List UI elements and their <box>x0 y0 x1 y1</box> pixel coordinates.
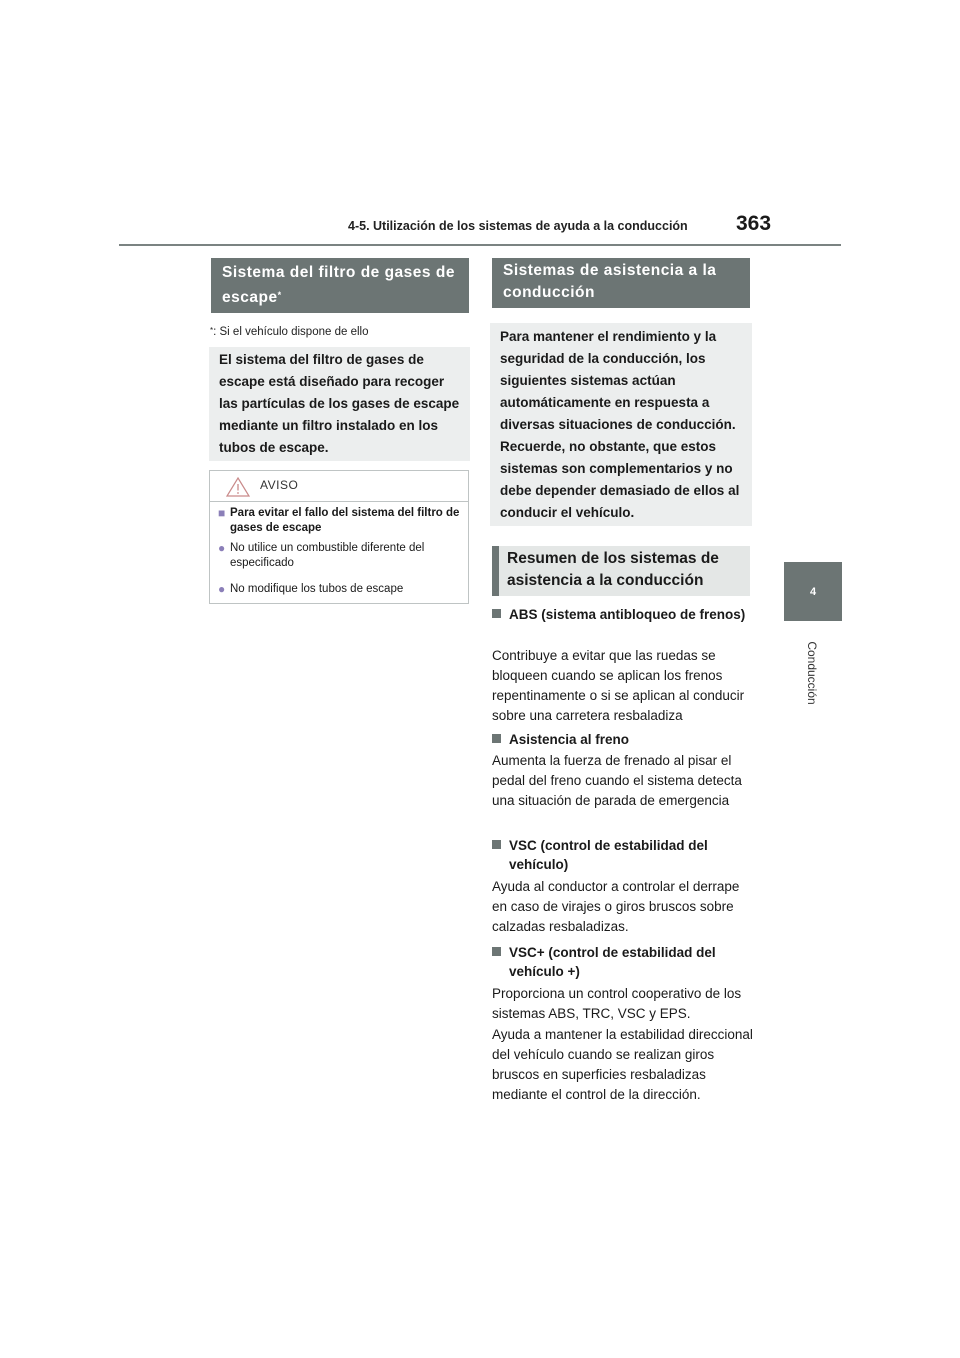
caution-item <box>218 582 462 597</box>
footnote-text: : Si el vehículo dispone de ello <box>213 326 369 338</box>
caution-heading-text: Para evitar el fallo del sistema del filtro de gases de escape <box>230 507 460 534</box>
item-paragraph: Contribuye a evitar que las ruedas se bloqueen cuando se aplican los frenos repentinamente o si se aplican al conducir sobre una carretera resbaladiza <box>492 648 745 723</box>
chapter-label: Conducción <box>805 641 819 705</box>
square-bullet-icon: ■ <box>218 506 226 520</box>
item-paragraph: Proporciona un control cooperativo de los sistemas ABS, TRC, VSC y EPS. <box>492 986 742 1021</box>
caution-item <box>218 541 462 571</box>
header-section-title: 4-5. Utilización de los sistemas de ayuda a la conducción <box>348 219 688 233</box>
item-heading-abs <box>492 605 750 624</box>
item-heading-text: VSC+ (control de estabilidad del vehículo +) <box>509 945 716 979</box>
item-paragraph: Ayuda a mantener la estabilidad direccional del vehículo cuando se realizan giros bruscos en superficies resbaladizas mediante el control de la dirección. <box>492 1027 753 1102</box>
circle-bullet-icon: ● <box>218 582 226 596</box>
square-bullet-icon <box>492 947 501 956</box>
square-bullet-icon <box>492 840 501 849</box>
item-heading-brake-assist <box>492 730 750 749</box>
header-divider <box>119 244 841 246</box>
banner-title: Sistema del filtro de gases de escape <box>222 264 455 306</box>
caution-header <box>210 471 468 502</box>
item-paragraph: Ayuda al conductor a controlar el derrape en caso de virajes o giros bruscos sobre calzadas resbaladizas. <box>492 879 740 934</box>
caution-item-text: No modifique los tubos de escape <box>230 583 404 595</box>
chapter-tab: 4 <box>784 562 842 621</box>
item-heading-vsc-plus <box>492 943 750 981</box>
item-heading-text: VSC (control de estabilidad del vehículo) <box>509 838 708 872</box>
footnote-mark: * <box>210 326 214 335</box>
square-bullet-icon <box>492 609 501 618</box>
square-bullet-icon <box>492 734 501 743</box>
section-banner-exhaust-filter <box>211 258 469 313</box>
item-heading-text: Asistencia al freno <box>509 732 630 747</box>
warning-triangle-icon <box>226 477 250 502</box>
caution-item-text: No utilice un combustible diferente del especificado <box>230 542 425 569</box>
intro-box-exhaust-filter: El sistema del filtro de gases de escape está diseñado para recoger las partículas de los gases de escape mediante un filtro instalado en los tubos de escape. <box>209 347 470 461</box>
caution-label: AVISO <box>260 478 299 492</box>
page-number: 363 <box>736 212 772 235</box>
item-heading-vsc <box>492 836 750 874</box>
banner-footnote-mark: * <box>277 290 282 300</box>
summary-heading: Resumen de los sistemas de asistencia a la conducción <box>492 546 750 596</box>
caution-box <box>209 470 469 604</box>
section-banner-driving-assist: Sistemas de asistencia a la conducción <box>492 258 750 308</box>
intro-box-driving-assist: Para mantener el rendimiento y la seguridad de la conducción, los siguientes sistemas actúan automáticamente en respuesta a diversas situaciones de conducción. Recuerde, no obstante, que estos sistemas son complementarios y no debe depender demasiado de ellos al conducir el vehículo. <box>490 323 752 526</box>
item-heading-text: ABS (sistema antibloqueo de frenos) <box>509 607 746 622</box>
item-paragraph: Aumenta la fuerza de frenado al pisar el pedal del freno cuando el sistema detecta una situación de parada de emergencia <box>492 753 742 808</box>
circle-bullet-icon: ● <box>218 541 226 555</box>
footnote <box>210 326 368 338</box>
caution-heading <box>218 506 462 536</box>
